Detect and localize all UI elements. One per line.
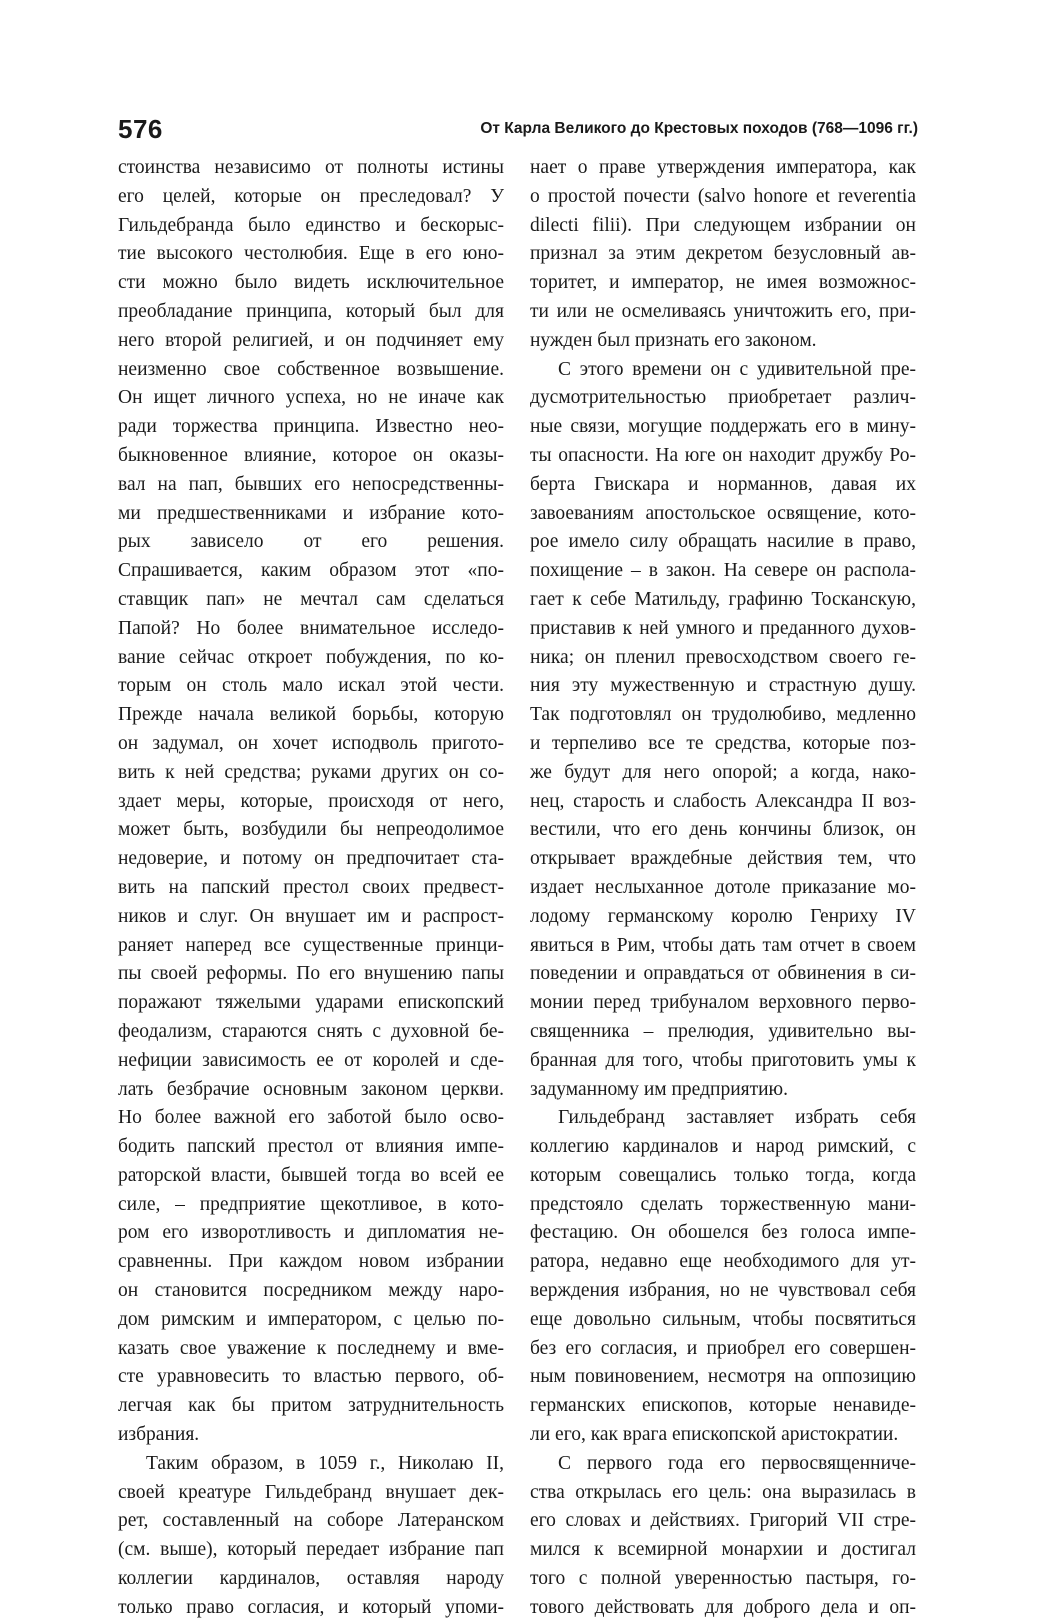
text-line: неизменно свое собственное возвышение. [118, 358, 504, 380]
text-line: рет, составленный на соборе Латеранском [118, 1510, 504, 1532]
text-line: германских епископов, которые ненавиде- [530, 1395, 916, 1417]
text-line: раняет наперед все существенные принци- [118, 934, 504, 956]
text-line: преобладание принципа, который был для [118, 300, 504, 322]
text-line: С первого года его первосвященниче- [558, 1452, 916, 1474]
text-line: еще довольно сильным, чтобы посвятиться [530, 1308, 916, 1330]
text-line: Папой? Но более внимательное исследо- [118, 617, 504, 639]
text-line: ства открылась его цель: она выразилась в [530, 1481, 916, 1503]
text-line: поражают тяжелыми ударами епископский [118, 992, 504, 1014]
text-line: бранная для того, чтобы приготовить умы к [530, 1049, 916, 1071]
text-line: сравненны. При каждом новом избрании [118, 1251, 504, 1273]
text-line: ставщик пап» не мечтал сам сделаться [118, 588, 504, 610]
text-line: дом римским и императором, с целью по- [118, 1308, 504, 1330]
text-line: нефиции зависимость ее от королей и сде- [118, 1049, 504, 1071]
text-line: нужден был признать его законом. [530, 329, 817, 351]
text-line: торым он столь мало искал этой чести. [118, 675, 504, 697]
text-line: Он ищет личного успеха, но не иначе как [118, 387, 504, 409]
text-line: силе, – предприятие щекотливое, в кото- [118, 1193, 504, 1215]
text-line: тового действовать для доброго дела и оп- [530, 1596, 916, 1618]
text-line: он становится посредником между наро- [118, 1280, 504, 1302]
text-line: о простой почести (salvo honore et reverentia [530, 185, 916, 207]
text-line: Прежде начала великой борьбы, которую [118, 704, 504, 726]
text-line: только право согласия, и который упоми- [118, 1596, 504, 1618]
text-line: коллегии кардиналов, оставляя народу [118, 1568, 504, 1590]
text-line: нец, старость и слабость Александра II воз- [530, 790, 916, 812]
text-line: быкновенное влияние, которое он оказы- [118, 444, 504, 466]
text-line: рых зависело от его решения. [118, 531, 504, 553]
page-header [118, 110, 918, 150]
text-line: сти можно было видеть исключительное [118, 272, 504, 294]
text-line: задуманному им предприятию. [530, 1078, 788, 1100]
text-line: же будут для него опорой; а когда, нако- [530, 761, 916, 783]
text-line: приставив к ней умного и преданного духов- [530, 617, 916, 639]
text-line: С этого времени он с удивительной пре- [558, 358, 916, 380]
text-line: открывает враждебные действия тем, что [530, 848, 916, 870]
text-line: тие высокого честолюбия. Еще в его юно- [118, 243, 504, 265]
text-line: ные связи, могущие поддержать его в мину- [530, 416, 916, 438]
text-line: предстояло сделать торжественную мани- [530, 1193, 916, 1215]
text-line: Гильдебранд заставляет избрать себя [558, 1107, 916, 1129]
text-line: того с полной уверенностью пастыря, го- [530, 1568, 916, 1590]
text-line: он задумал, он хочет исподволь пригото- [118, 732, 504, 754]
text-line: без его согласия, и приобрел его совершен- [530, 1337, 916, 1359]
text-line: него второй религией, и он подчиняет ему [118, 329, 504, 351]
text-line: коллегию кардиналов и народ римский, с [530, 1136, 916, 1158]
text-line: легчая как бы притом затруднительность [118, 1395, 504, 1417]
text-line: Так подготовлял он трудолюбиво, медленно [530, 704, 916, 726]
text-line: и терпеливо все те средства, которые поз- [530, 732, 916, 754]
text-line: Но более важной его заботой было осво- [118, 1107, 504, 1129]
text-line: вить на папский престол своих предвест- [118, 876, 504, 898]
text-line: (см. выше), который передает избрание пап [118, 1539, 504, 1561]
text-line: ми предшественниками и избрание кото- [118, 502, 504, 524]
text-line: ты опасности. На юге он находит дружбу Ро- [530, 444, 916, 466]
text-line: завоеваниям апостольское освящение, кото- [530, 502, 916, 524]
text-line: раторской власти, бывшей тогда во всей ее [118, 1164, 504, 1186]
text-line: дусмотрительностью приобретает различ- [530, 387, 916, 409]
text-line: поведении и оправдаться от обвинения в си- [530, 963, 916, 985]
text-line: берта Гвискара и норманнов, давая их [530, 473, 916, 495]
text-line: Гильдебранда было единство и бескорыс- [118, 214, 504, 236]
text-line: Таким образом, в 1059 г., Николаю II, [146, 1452, 504, 1474]
text-line: ради торжества принципа. Известно нео- [118, 416, 504, 438]
text-line: похищение – в закон. На севере он распола- [530, 560, 916, 582]
text-line: ным повиновением, несмотря на оппозицию [530, 1366, 916, 1388]
text-line: здает меры, которые, происходя от него, [118, 790, 504, 812]
text-line: ния эту мужественную и страстную душу. [530, 675, 916, 697]
text-line: стоинства независимо от полноты истины [118, 157, 504, 178]
text-line: верждения избрания, но не чувствовал себя [530, 1280, 916, 1302]
text-line: ти или не осмеливаясь уничтожить его, при- [530, 300, 916, 322]
text-line: явиться в Рим, чтобы дать там отчет в своем [530, 934, 916, 956]
text-line: которым совещались только тогда, когда [530, 1164, 916, 1186]
text-line: рое имело силу обращать насилие в право, [530, 531, 916, 553]
text-line: нает о праве утверждения императора, как [530, 157, 916, 178]
text-line: вание сейчас откроет побуждения, по ко- [118, 646, 504, 668]
text-line: ника; он пленил превосходством своего ге- [530, 646, 916, 668]
text-line: избрания. [118, 1424, 200, 1446]
text-line: вить к ней средства; руками других он со- [118, 761, 504, 783]
text-line: лать безбрачие основным законом церкви. [118, 1078, 504, 1100]
text-line: его словах и действиях. Григорий VII стре- [530, 1510, 916, 1532]
text-line: феодализм, стараются снять с духовной бе- [118, 1020, 504, 1042]
text-line: сте уравновесить то властью первого, об- [118, 1366, 504, 1388]
text-line: Спрашивается, каким образом этот «по- [118, 560, 504, 582]
text-line: его целей, которые он преследовал? У [118, 185, 504, 207]
text-line: священника – прелюдия, удивительно вы- [530, 1020, 916, 1042]
running-title: От Карла Великого до Крестовых походов (768—1096 гг.) [480, 120, 918, 137]
text-line: бодить папский престол от влияния импе- [118, 1136, 504, 1158]
text-line: ратора, недавно еще необходимого для ут- [530, 1251, 916, 1273]
text-line: недоверие, и потому он предпочитает ста- [118, 848, 504, 870]
text-line: издает неслыханное дотоле приказание мо- [530, 876, 916, 898]
text-line: ников и слуг. Он внушает им и распрост- [118, 905, 504, 927]
text-line: признал за этим декретом безусловный ав- [530, 243, 916, 265]
left-text-column [118, 154, 504, 1623]
text-line: мился к всемирной монархии и достигал [530, 1539, 916, 1561]
text-line: фестацию. Он обошелся без голоса импе- [530, 1222, 916, 1244]
text-line: казать свое уважение к последнему и вме- [118, 1337, 504, 1359]
text-line: торитет, и император, не имея возможнос- [530, 272, 916, 294]
text-line: может быть, возбудили бы непреодолимое [118, 819, 504, 841]
text-line: ли его, как врага епископской аристократии. [530, 1424, 899, 1446]
text-line: вал на пап, бывших его непосредственны- [118, 473, 504, 495]
text-line: ром его изворотливость и дипломатия не- [118, 1222, 504, 1244]
text-line: своей креатуре Гильдебранд внушает дек- [118, 1481, 504, 1503]
text-line: монии перед трибуналом верховного перво- [530, 992, 916, 1014]
text-line: гает к себе Матильду, графиню Тосканскую, [530, 588, 916, 610]
text-line: пы своей реформы. По его внушению папы [118, 963, 504, 985]
right-text-column [530, 154, 916, 1623]
page-number: 576 [118, 114, 163, 144]
text-line: dilecti filii). При следующем избрании он [530, 214, 916, 236]
text-line: вестили, что его день кончины близок, он [530, 819, 916, 841]
text-line: лодому германскому королю Генриху IV [530, 905, 916, 927]
